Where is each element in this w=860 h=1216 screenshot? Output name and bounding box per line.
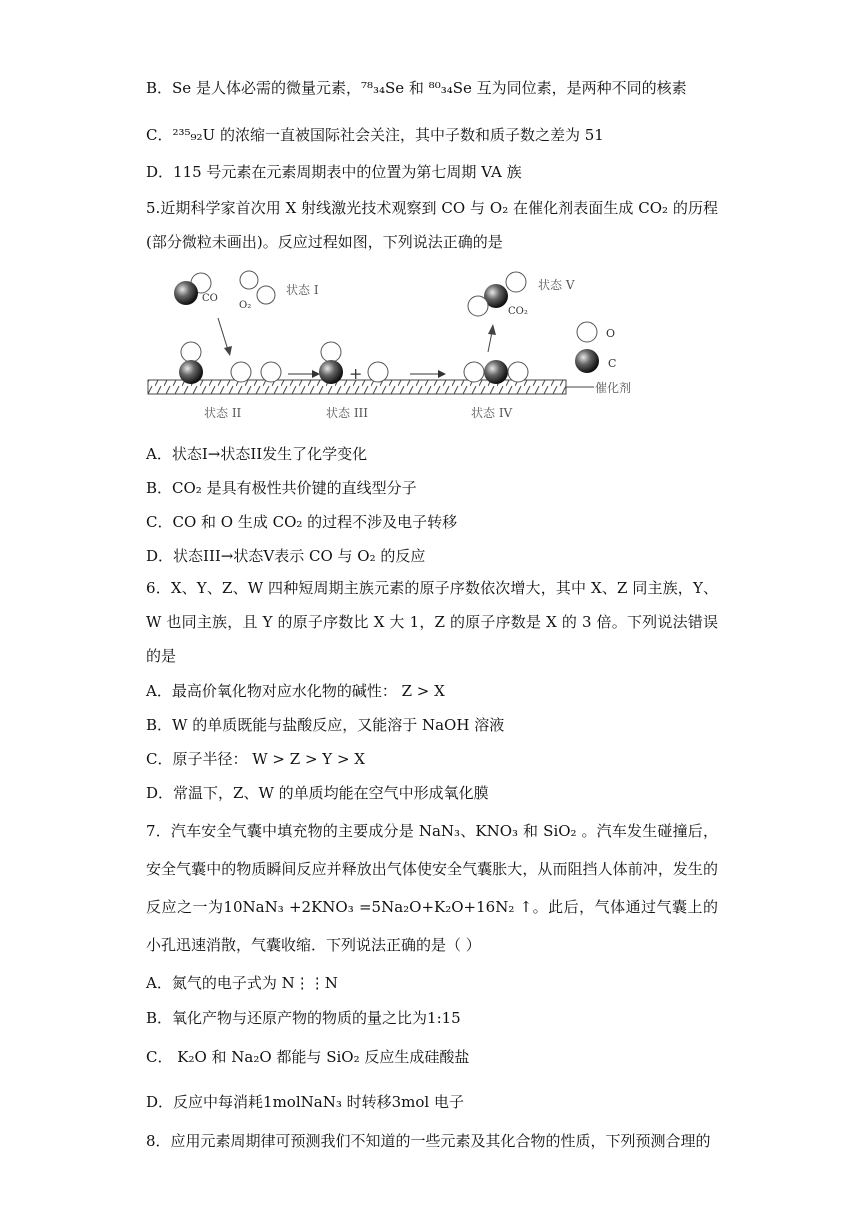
option-5b: B．CO₂ 是具有极性共价键的直线型分子	[146, 479, 417, 497]
state-1-label: 状态 I	[286, 283, 319, 297]
option-7d: D．反应中每消耗1molNaN₃ 时转移3mol 电子	[146, 1093, 464, 1111]
option-5a: A．状态I→状态II发生了化学变化	[146, 445, 368, 463]
option-6c: C．原子半径： W > Z > Y > X	[146, 750, 365, 768]
o-atom	[231, 362, 251, 382]
option-6b: B．W 的单质既能与盐酸反应，又能溶于 NaOH 溶液	[146, 716, 505, 734]
question-7-stem: 7．汽车安全气囊中填充物的主要成分是 NaN₃、KNO₃ 和 SiO₂ 。汽车发生碰撞后，安全气囊中的物质瞬间反应并释放出气体使安全气囊胀大，从而阻挡人体前冲，发生的反应之一为10NaN₃ +2KNO₃ =5Na₂O+K₂O+16N₂ ↑。此后，气体通过气囊上的小孔迅速消散，气囊收缩．下列说法正确的是（ ）	[146, 822, 718, 954]
option-7c: C． K₂O 和 Na₂O 都能与 SiO₂ 反应生成硅酸盐	[146, 1048, 470, 1066]
c-atom	[179, 360, 203, 384]
question-8-stem: 8．应用元素周期律可预测我们不知道的一些元素及其化合物的性质，下列预测合理的	[146, 1132, 711, 1150]
state-4-label: 状态 IV	[471, 406, 513, 420]
option-4d: D．115 号元素在元素周期表中的位置为第七周期 VA 族	[146, 163, 522, 181]
o-atom	[181, 342, 201, 362]
reaction-diagram	[146, 266, 646, 432]
question-6-stem: 6．X、Y、Z、W 四种短周期主族元素的原子序数依次增大，其中 X、Z 同主族，Y、W 也同主族，且 Y 的原子序数比 X 大 1，Z 的原子序数是 X 的 3 倍。下列说法错误的是	[146, 579, 718, 665]
o-atom	[506, 272, 526, 292]
c-atom	[174, 281, 198, 305]
legend-o-label: O	[606, 327, 616, 340]
o-atom	[464, 362, 484, 382]
o-atom	[261, 362, 281, 382]
option-4c: C．²³⁵₉₂U 的浓缩一直被国际社会关注，其中子数和质子数之差为 51	[146, 126, 604, 144]
option-7a: A．氮气的电子式为 N⋮⋮N	[146, 974, 338, 992]
plus-sign: +	[349, 364, 363, 383]
option-6d: D．常温下，Z、W 的单质均能在空气中形成氧化膜	[146, 784, 489, 802]
catalyst-label: 催化剂	[595, 381, 632, 395]
legend-c-atom	[575, 349, 599, 373]
o2-label: O₂	[239, 300, 252, 311]
state-3-label: 状态 III	[326, 406, 369, 420]
o-atom	[368, 362, 388, 382]
legend-c-label: C	[608, 357, 617, 370]
legend-o-atom	[577, 322, 597, 342]
question-5-stem: 5.近期科学家首次用 X 射线激光技术观察到 CO 与 O₂ 在催化剂表面生成 CO₂ 的历程(部分微粒未画出)。反应过程如图，下列说法正确的是	[146, 199, 718, 251]
c-atom	[319, 360, 343, 384]
c-atom	[484, 360, 508, 384]
o-atom	[508, 362, 528, 382]
option-4b: B．Se 是人体必需的微量元素，⁷⁸₃₄Se 和 ⁸⁰₃₄Se 互为同位素，是两种不同的核素	[146, 79, 687, 97]
o-atom	[240, 271, 258, 289]
o-atom	[257, 286, 275, 304]
option-6a: A．最高价氧化物对应水化物的碱性： Z > X	[146, 682, 445, 700]
co-label: CO	[202, 293, 218, 304]
option-5d: D．状态III→状态V表示 CO 与 O₂ 的反应	[146, 547, 426, 565]
option-5c: C．CO 和 O 生成 CO₂ 的过程不涉及电子转移	[146, 513, 458, 531]
state-5-label: 状态 V	[538, 278, 575, 292]
o-atom	[468, 296, 488, 316]
co2-label: CO₂	[508, 306, 528, 317]
state-2-label: 状态 II	[204, 406, 242, 420]
o-atom	[321, 342, 341, 362]
option-7b: B．氧化产物与还原产物的物质的量之比为1:15	[146, 1009, 461, 1027]
